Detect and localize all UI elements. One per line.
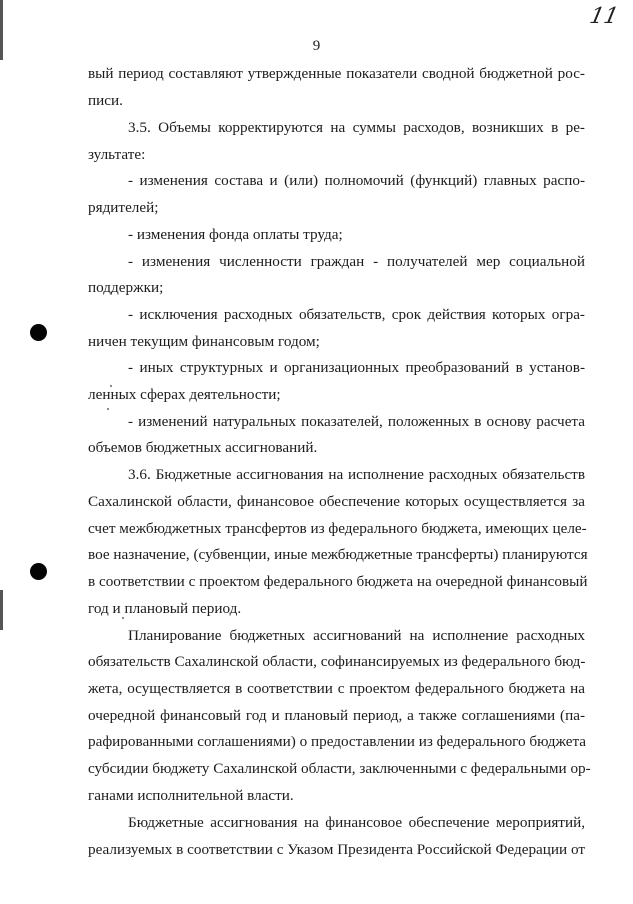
text-line: Планирование бюджетных ассигнований на исполнение расходных (128, 627, 585, 644)
text-line: - изменения состава и (или) полномочий (функций) главных распо- (128, 172, 585, 189)
text-line: вое назначение, (субвенции, иные межбюджетные трансферты) планируются (88, 546, 588, 563)
text-line: Бюджетные ассигнования на финансовое обеспечение мероприятий, (128, 814, 585, 831)
text-line: - изменения фонда оплаты труда; (128, 226, 343, 243)
text-line: - исключения расходных обязательств, срок действия которых огра- (128, 306, 585, 323)
scan-speck (107, 408, 109, 410)
handwritten-page-mark: 11 (587, 4, 621, 29)
text-line: обязательств Сахалинской области, софинансируемых из федерального бюд- (88, 653, 586, 670)
text-line: зультате: (88, 146, 146, 163)
text-line: ничен текущим финансовым годом; (88, 333, 320, 350)
text-line: счет межбюджетных трансфертов из федерального бюджета, имеющих целе- (88, 520, 587, 537)
text-line: - изменения численности граждан - получателей мер социальной (128, 253, 585, 270)
text-line: объемов бюджетных ассигнований. (88, 439, 318, 456)
text-line: вый период составляют утвержденные показатели сводной бюджетной рос- (88, 65, 585, 82)
text-line: 3.5. Объемы корректируются на суммы расходов, возникших в ре- (128, 119, 585, 136)
text-line: очередной финансовый год и плановый период, а также соглашениями (па- (88, 707, 585, 724)
text-line: жета, осуществляется в соответствии с проектом федерального бюджета на (88, 680, 585, 697)
scan-edge-mark (0, 590, 3, 630)
punch-hole-icon (30, 563, 47, 580)
punch-hole-icon (30, 324, 47, 341)
text-line: рафированными соглашениями) о предоставлении из федерального бюджета (88, 733, 587, 750)
text-line: - изменений натуральных показателей, положенных в основу расчета (128, 413, 585, 430)
page-number: 9 (312, 38, 321, 54)
text-line: ганами исполнительной власти. (88, 787, 294, 804)
text-line: - иных структурных и организационных преобразований в установ- (128, 359, 585, 376)
text-line: поддержки; (88, 279, 164, 296)
text-line: писи. (88, 92, 123, 109)
text-line: 3.6. Бюджетные ассигнования на исполнение расходных обязательств (128, 466, 585, 483)
text-line: субсидии бюджету Сахалинской области, заключенными с федеральными ор- (88, 760, 591, 777)
text-line: год и плановый период. (88, 600, 242, 617)
text-line: в соответствии с проектом федерального бюджета на очередной финансовый (88, 573, 588, 590)
text-line: реализуемых в соответствии с Указом Президента Российской Федерации от (88, 841, 585, 858)
text-line: ленных сферах деятельности; (88, 386, 281, 403)
text-line: рядителей; (88, 199, 159, 216)
text-line: Сахалинской области, финансовое обеспечение которых осуществляется за (88, 493, 585, 510)
